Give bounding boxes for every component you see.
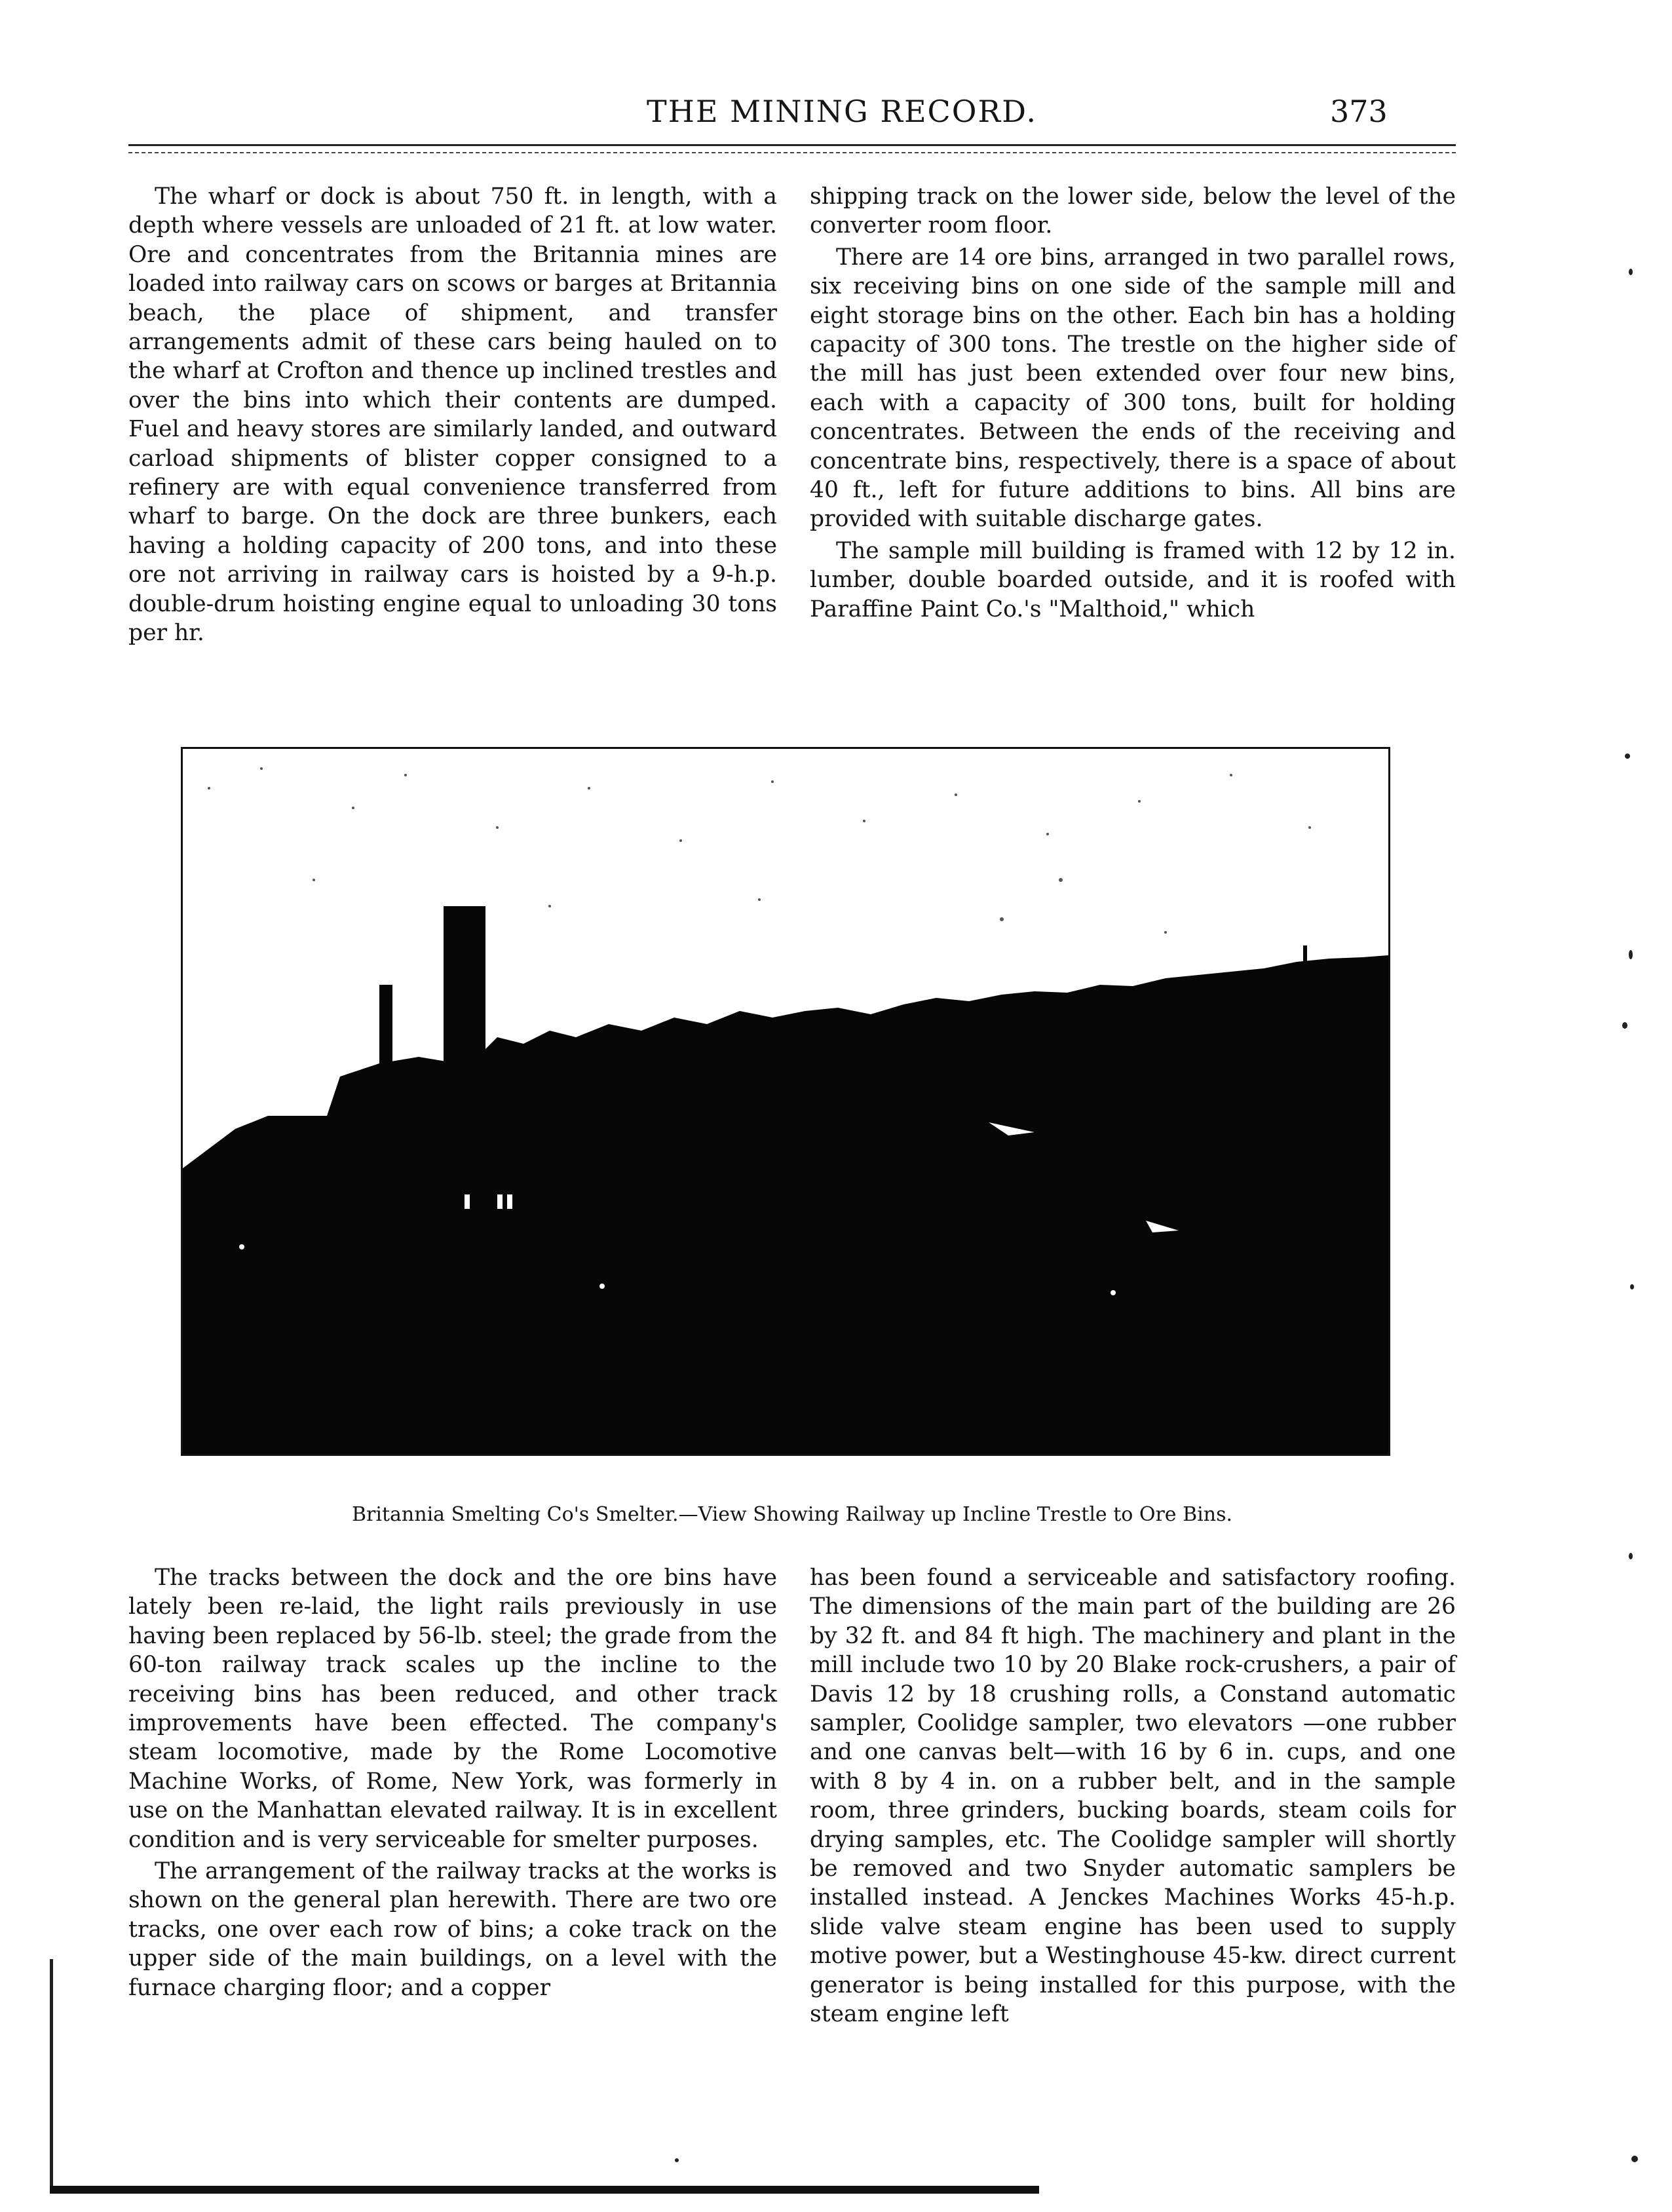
scan-speck — [1625, 753, 1630, 759]
paragraph: The tracks between the dock and the ore bins have lately been re-laid, the light rails previously in use having been replaced by 56-lb. steel; the grade from the 60-ton railway track scales up the incline to the receiving bins has been reduced, and other track improvements have been effected. The company's steam locomotive, made by the Rome Locomotive Machine Works, of Rome, New York, was formerly in use on the Manhattan elevated railway. It is in excellent condition and is very serviceable for smelter purposes. — [128, 1565, 777, 1853]
paragraph: The arrangement of the railway tracks at the works is shown on the general plan herewith. There are two ore tracks, one over each row of bins; a coke track on the upper side of the main buildings, on a level with the furnace charging floor; and a copper — [128, 1858, 777, 2001]
header-rule — [128, 144, 1456, 146]
bottom-right-column — [810, 1563, 1456, 2029]
paragraph: shipping track on the lower side, below the level of the converter room floor. — [810, 183, 1456, 239]
page-number: 373 — [1330, 94, 1388, 129]
scan-speck — [675, 2158, 679, 2162]
scan-left-edge — [50, 1959, 53, 2188]
top-left-column — [128, 182, 777, 648]
photo-image — [183, 749, 1388, 1454]
scan-bottom-bar — [50, 2186, 1039, 2194]
header-rule-dashed — [128, 152, 1456, 153]
scan-speck — [1629, 1553, 1633, 1559]
paragraph: There are 14 ore bins, arranged in two parallel rows, six receiving bins on one side of the sample mill and eight storage bins on the other. Each bin has a holding capacity of 300 tons. The trestle on the higher side of the mill has just been extended over four new bins, each with a capacity of 300 tons, built for holding concentrates. Between the ends of the receiving and concentrate bins, respectively, there is a space of about 40 ft., left for future additions to bins. All bins are provided with suitable discharge gates. — [810, 244, 1456, 533]
paragraph: has been found a serviceable and satisfactory roofing. The dimensions of the main part of the building are 26 by 32 ft. and 84 ft high. The machinery and plant in the mill include two 10 by 20 Blake rock-crushers, a pair of Davis 12 by 18 crushing rolls, a Constand automatic sampler, Coolidge sampler, two elevators —one rubber and one canvas belt—with 16 by 6 in. cups, and one with 8 by 4 in. on a rubber belt, and in the sample room, three grinders, bucking boards, steam coils for drying samples, etc. The Coolidge sampler will shortly be removed and two Snyder automatic samplers be installed instead. A Jenckes Machines Works 45-h.p. slide valve steam engine has been used to supply motive power, but a Westinghouse 45-kw. direct current generator is being installed for this purpose, with the steam engine left — [810, 1565, 1456, 2028]
paragraph: The wharf or dock is about 750 ft. in length, with a depth where vessels are unloaded of 21 ft. at low water. Ore and concentrates from the Britannia mines are loaded into railway cars on scows or barges at Britannia beach, the place of shipment, and transfer arrangements admit of these cars being hauled on to the wharf at Crofton and thence up inclined trestles and over the bins into which their contents are dumped. Fuel and heavy stores are similarly landed, and outward carload shipments of blister copper consigned to a refinery are with equal convenience transferred from wharf to barge. On the dock are three bunkers, each having a holding capacity of 200 tons, and into these ore not arriving in railway cars is hoisted by a 9-h.p. double-drum hoisting engine equal to unloading 30 tons per hr. — [128, 183, 777, 647]
bottom-left-column — [128, 1563, 777, 2002]
scan-speck — [1631, 2156, 1638, 2162]
top-right-column — [810, 182, 1456, 624]
running-title: THE MINING RECORD. — [647, 94, 1037, 129]
figure-caption: Britannia Smelting Co's Smelter.—View Showing Railway up Incline Trestle to Ore Bins. — [352, 1503, 1232, 1526]
scan-speck — [1630, 1284, 1634, 1289]
paragraph: The sample mill building is framed with 12 by 12 in. lumber, double boarded outside, and it is roofed with Paraffine Paint Co.'s "Malthoid," which — [810, 537, 1456, 622]
scan-speck — [1629, 950, 1633, 959]
scan-speck — [1629, 269, 1633, 275]
smelter-photograph — [181, 747, 1390, 1456]
scan-speck — [1622, 1022, 1627, 1029]
